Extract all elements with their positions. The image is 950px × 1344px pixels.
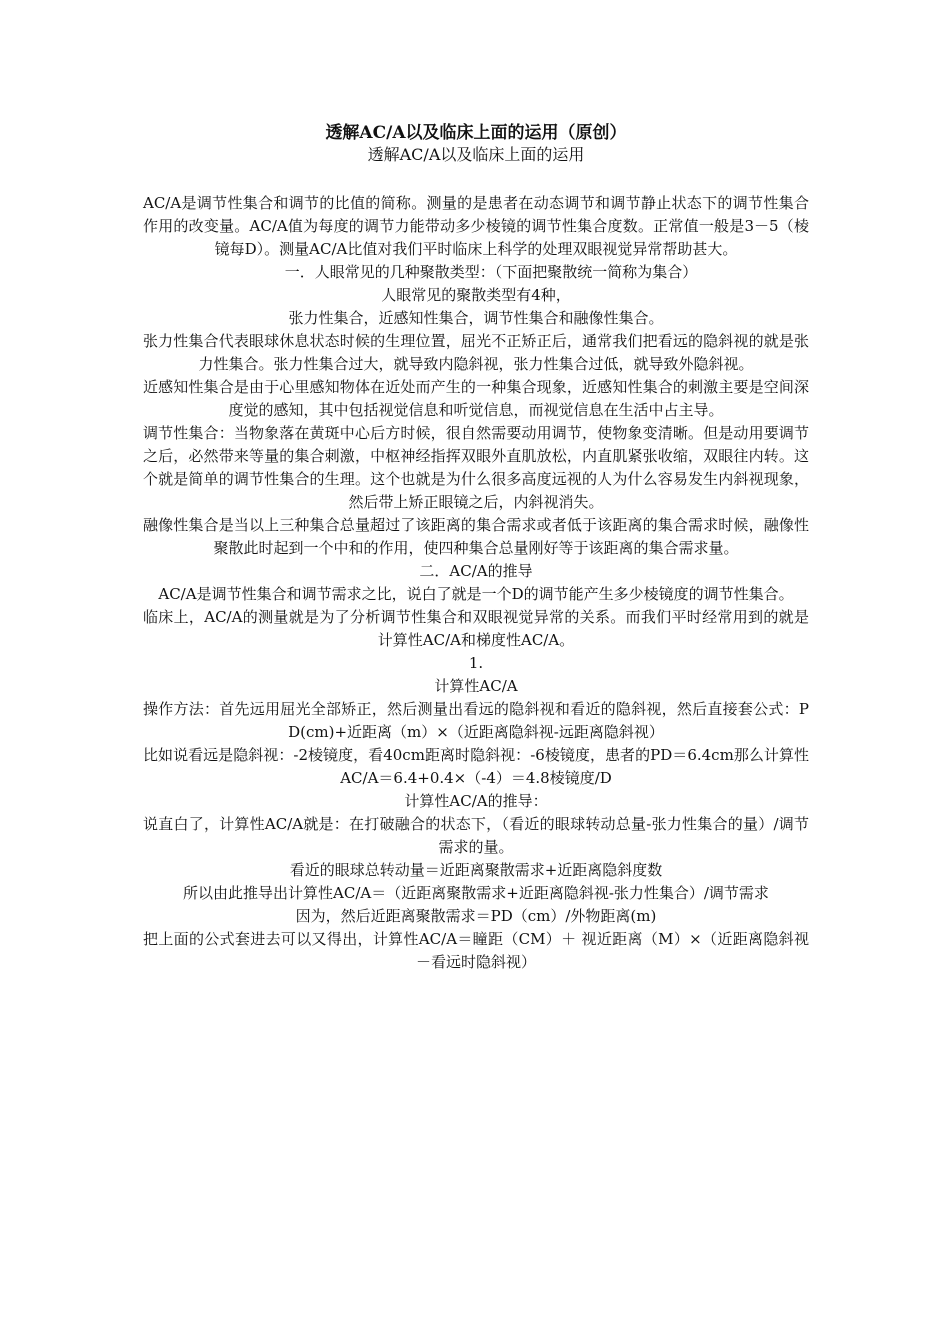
paragraph-method: 操作方法：首先远用屈光全部矫正，然后测量出看远的隐斜视和看近的隐斜视，然后直接套公式：PD(cm)+近距离（m）×（近距离隐斜视-远距离隐斜视） (143, 700, 809, 741)
section-heading-2: 二．AC/A的推导 (419, 562, 533, 580)
paragraph-types-list: 张力性集合，近感知性集合，调节性集合和融像性集合。 (288, 309, 664, 327)
paragraph-aca-definition: AC/A是调节性集合和调节需求之比，说白了就是一个D的调节能产生多少棱镜度的调节性集合。 (158, 585, 794, 603)
paragraph-clinical: 临床上，AC/A的测量就是为了分析调节性集合和双眼视觉异常的关系。而我们平时经常用到的就是计算性AC/A和梯度性AC/A。 (143, 608, 809, 649)
paragraph-proximal: 近感知性集合是由于心里感知物体在近处而产生的一种集合现象，近感知性集合的刺激主要是空间深度觉的感知，其中包括视觉信息和听觉信息，而视觉信息在生活中占主导。 (143, 378, 809, 419)
paragraph-accommodative: 调节性集合：当物象落在黄斑中心后方时候，很自然需要动用调节，使物象变清晰。但是动用要调节之后，必然带来等量的集合刺激，中枢神经指挥双眼外直肌放松，内直肌紧张收缩，双眼往内转。这个就是简单的调节性集合的生理。这个也就是为什么很多高度远视的人为什么容易发生内斜视现象，然后带上矫正眼镜之后，内斜视消失。 (143, 424, 809, 511)
document-page (143, 122, 809, 974)
paragraph-total-rotation: 看近的眼球总转动量＝近距离聚散需求+近距离隐斜度数 (289, 861, 663, 879)
document-subtitle: 透解AC/A以及临床上面的运用 (367, 145, 585, 164)
document-title: 透解AC/A以及临床上面的运用（原创） (325, 123, 627, 143)
paragraph-vergence-demand: 因为，然后近距离聚散需求＝PD（cm）/外物距离(m) (295, 907, 657, 925)
subheading-derivation: 计算性AC/A的推导： (404, 792, 548, 810)
list-number-1: 1. (468, 654, 484, 672)
paragraph-final-formula: 把上面的公式套进去可以又得出，计算性AC/A＝瞳距（CM）＋ 视近距离（M）×（近距离隐斜视－看远时隐斜视） (143, 930, 809, 971)
paragraph-formula-derived: 所以由此推导出计算性AC/A＝（近距离聚散需求+近距离隐斜视-张力性集合）/调节需求 (183, 884, 769, 902)
subheading-calculated-aca: 计算性AC/A (434, 677, 518, 695)
paragraph-tonic: 张力性集合代表眼球休息状态时候的生理位置，屈光不正矫正后，通常我们把看远的隐斜视的就是张力性集合。张力性集合过大，就导致内隐斜视，张力性集合过低，就导致外隐斜视。 (143, 332, 809, 373)
paragraph-example: 比如说看远是隐斜视：-2棱镜度，看40cm距离时隐斜视：-6棱镜度，患者的PD＝6.4cm那么计算性AC/A＝6.4+0.4×（-4）＝4.8棱镜度/D (143, 746, 809, 787)
paragraph-types-count: 人眼常见的聚散类型有4种， (381, 286, 571, 304)
paragraph-fusional: 融像性集合是当以上三种集合总量超过了该距离的集合需求或者低于该距离的集合需求时候，融像性聚散此时起到一个中和的作用，使四种集合总量刚好等于该距离的集合需求量。 (143, 516, 809, 557)
paragraph-derivation: 说直白了，计算性AC/A就是：在打破融合的状态下，（看近的眼球转动总量-张力性集合的量）/调节需求的量。 (143, 815, 809, 856)
section-heading-1: 一．人眼常见的几种聚散类型：（下面把聚散统一简称为集合） (284, 263, 698, 281)
paragraph-intro: AC/A是调节性集合和调节的比值的简称。测量的是患者在动态调节和调节静止状态下的调节性集合作用的改变量。AC/A值为每度的调节力能带动多少棱镜的调节性集合度数。正常值一般是3－5（棱镜每D）。测量AC/A比值对我们平时临床上科学的处理双眼视觉异常帮助甚大。 (143, 194, 809, 258)
